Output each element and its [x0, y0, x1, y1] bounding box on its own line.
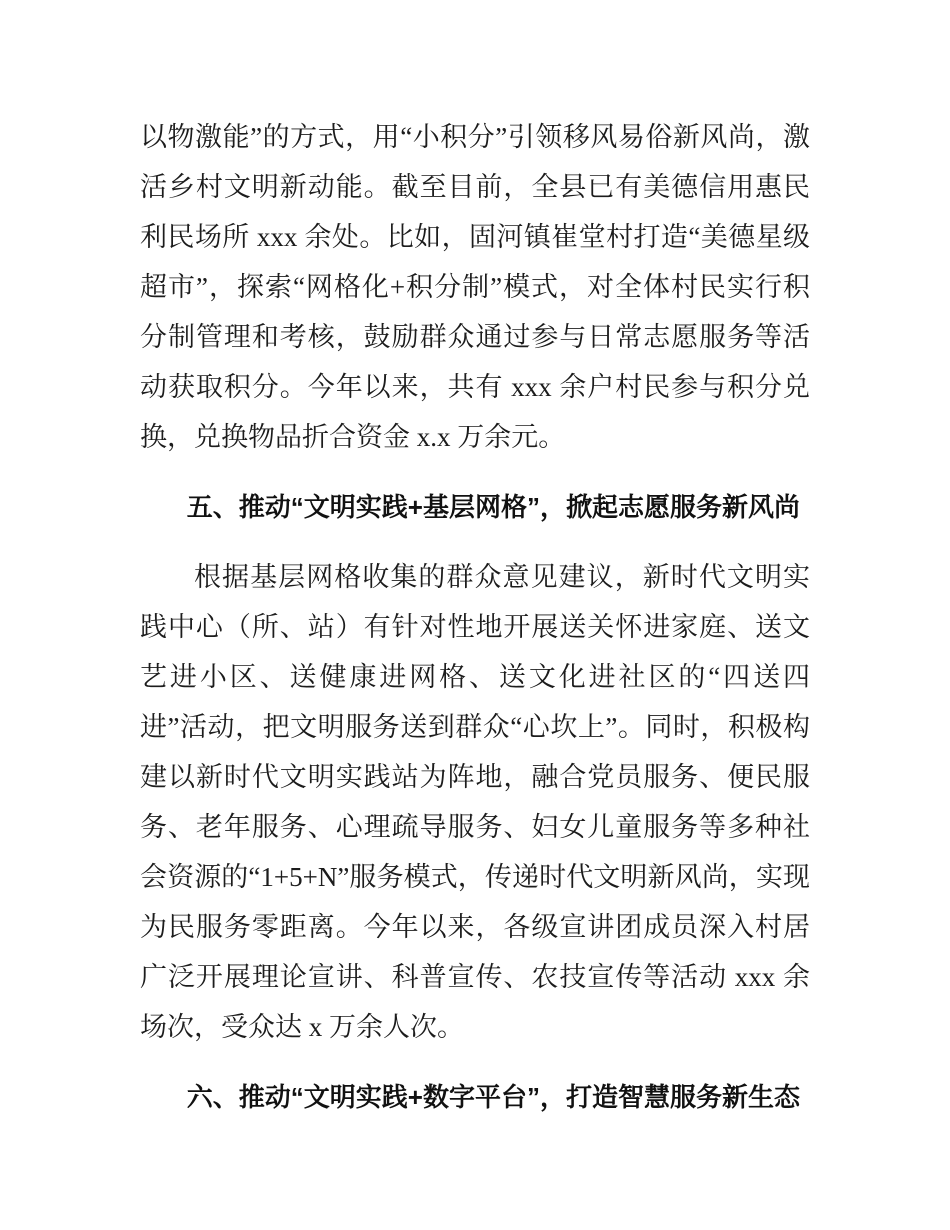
paragraph-section-five: 根据基层网格收集的群众意见建议，新时代文明实践中心（所、站）有针对性地开展送关怀进家庭、送文艺进小区、送健康进网格、送文化进社区的“四送四进”活动，把文明服务送到群众“心坎上”。同时，积极构建以新时代文明实践站为阵地，融合党员服务、便民服务、老年服务、心理疏导服务、妇女儿童服务等多种社会资源的“1+5+N”服务模式，传递时代文明新风尚，实现为民服务零距离。今年以来，各级宣讲团成员深入村居广泛开展理论宣讲、科普宣传、农技宣传等活动 xxx 余场次，受众达 x 万余人次。 — [140, 562, 810, 1042]
section-heading-six: 六、推动“文明实践+数字平台”，打造智慧服务新生态 — [186, 1082, 800, 1112]
paragraph-continued-from-previous-page: 以物激能”的方式，用“小积分”引领移风易俗新风尚，激活乡村文明新动能。截至目前，全县已有美德信用惠民利民场所 xxx 余处。比如，固河镇崔堂村打造“美德星级超市”，探索“网格化+积分制”模式，对全体村民实行积分制管理和考核，鼓励群众通过参与日常志愿服务等活动获取积分。今年以来，共有 xxx 余户村民参与积分兑换，兑换物品折合资金 x.x 万余元。 — [140, 122, 810, 452]
section-heading-five: 五、推动“文明实践+基层网格”，掀起志愿服务新风尚 — [186, 492, 800, 522]
